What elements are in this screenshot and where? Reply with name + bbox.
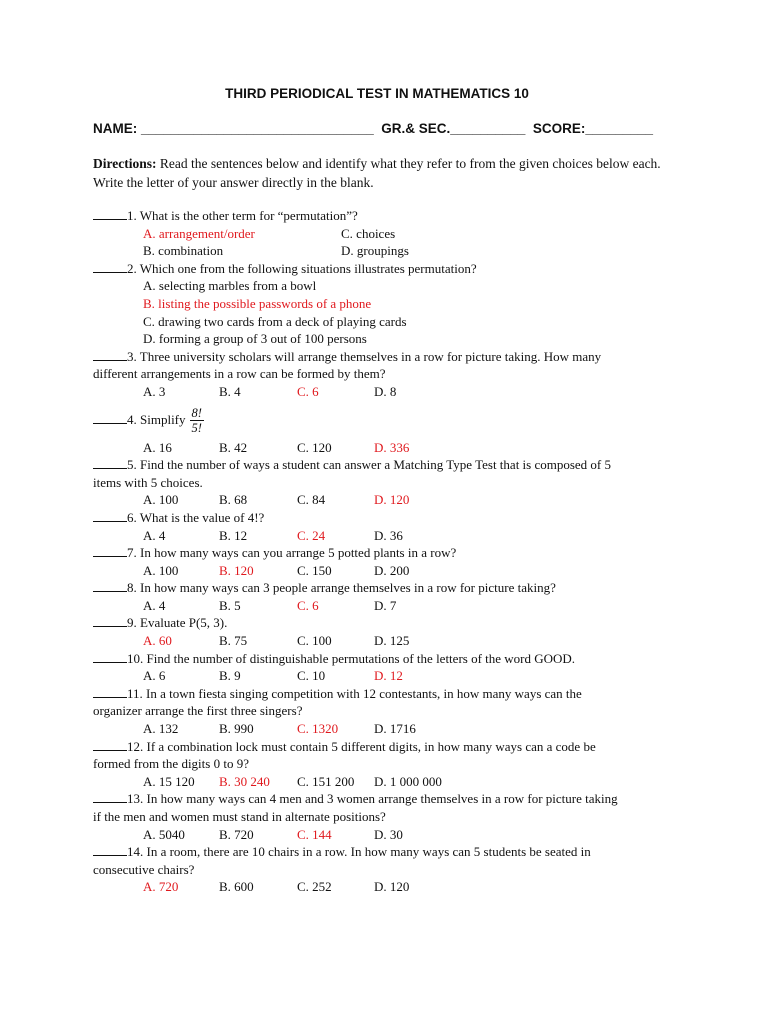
question-text: What is the value of 4!?: [139, 509, 265, 525]
question-item: [93, 509, 693, 544]
choice-row: [93, 295, 693, 313]
choice-row: [93, 720, 693, 738]
choice-row: [93, 330, 693, 348]
question-number: 14.: [127, 844, 144, 860]
choice-row: [93, 773, 693, 791]
choice-option: D. 125: [374, 633, 410, 649]
question-text: Three university scholars will arrange themselves in a row for picture taking. How many: [139, 348, 602, 364]
choice-row: [93, 313, 693, 331]
choice-correct: C. 1320: [297, 721, 339, 737]
question-line: [93, 348, 693, 366]
question-line: [93, 685, 693, 703]
choice-correct: C. 6: [297, 597, 319, 613]
question-item: [93, 348, 693, 401]
answer-blank[interactable]: [93, 843, 127, 856]
answer-blank[interactable]: [93, 411, 127, 424]
answer-blank[interactable]: [93, 509, 127, 522]
choice-option: C. drawing two cards from a deck of playing cards: [143, 313, 407, 329]
question-line: [93, 614, 693, 632]
fraction-denominator: 5!: [191, 421, 202, 436]
choice-option: A. 6: [143, 668, 166, 684]
question-line: [93, 207, 693, 225]
question-number: 4.: [127, 411, 137, 427]
answer-blank[interactable]: [93, 207, 127, 220]
question-text: In a room, there are 10 chairs in a row. In how many ways can 5 students be seated in: [146, 844, 591, 860]
choice-option: C. choices: [341, 225, 396, 241]
choice-option: B. 4: [219, 383, 241, 399]
question-text: Evaluate P(5, 3).: [140, 615, 228, 631]
question-text: In how many ways can 4 men and 3 women arrange themselves in a row for picture taking: [146, 791, 618, 807]
choice-option: A. 100: [143, 562, 179, 578]
choice-option: D. 7: [374, 597, 397, 613]
question-line: [93, 401, 693, 439]
fraction-numerator: 8!: [191, 406, 202, 421]
question-item: [93, 207, 693, 260]
choice-option: D. 1 000 000: [374, 773, 442, 789]
question-line: [93, 579, 693, 597]
question-item: [93, 738, 693, 791]
choice-correct: B. 120: [219, 562, 254, 578]
choice-row: [93, 491, 693, 509]
answer-blank[interactable]: [93, 579, 127, 592]
question-text: In how many ways can you arrange 5 potted plants in a row?: [140, 545, 457, 561]
question-line: [93, 544, 693, 562]
question-text: In how many ways can 3 people arrange themselves in a row for picture taking?: [140, 580, 556, 596]
question-line: [93, 843, 693, 861]
question-text: Find the number of ways a student can answer a Matching Type Test that is composed of 5: [140, 457, 612, 473]
question-item: [93, 843, 693, 896]
choice-option: D. 1716: [374, 721, 416, 737]
question-line: [93, 456, 693, 474]
question-text: In a town fiesta singing competition with 12 contestants, in how many ways can the: [146, 685, 582, 701]
grsec-label: GR.& SEC.: [381, 121, 451, 136]
choice-option: A. 15 120: [143, 773, 195, 789]
choice-option: D. 36: [374, 527, 403, 543]
page-title: THIRD PERIODICAL TEST IN MATHEMATICS 10: [225, 86, 529, 101]
directions-text: Read the sentences below and identify what they refer to from the given choices below each. Write the letter of your answer directly in the blank.: [93, 156, 661, 190]
choice-option: D. groupings: [341, 243, 409, 259]
choice-correct: A. 720: [143, 879, 179, 895]
choice-option: B. 9: [219, 668, 241, 684]
question-line: [93, 260, 693, 278]
choice-correct: D. 120: [374, 492, 410, 508]
choice-option: D. 120: [374, 879, 410, 895]
choice-option: C. 120: [297, 439, 332, 455]
name-label: NAME:: [93, 121, 138, 136]
choice-row: [93, 562, 693, 580]
question-number: 2.: [127, 260, 137, 276]
choice-row: [93, 632, 693, 650]
question-item: [93, 685, 693, 738]
choice-option: A. 5040: [143, 826, 185, 842]
choice-row: [93, 826, 693, 844]
choice-correct: D. 336: [374, 439, 410, 455]
choice-option: D. forming a group of 3 out of 100 persons: [143, 331, 367, 347]
choice-row: [93, 597, 693, 615]
answer-blank[interactable]: [93, 348, 127, 361]
answer-blank[interactable]: [93, 544, 127, 557]
score-blank[interactable]: _________: [585, 121, 653, 136]
name-blank[interactable]: _______________________________: [141, 121, 374, 136]
choice-option: B. 12: [219, 527, 248, 543]
choice-row: [93, 225, 693, 243]
fraction: [190, 406, 204, 435]
choice-option: C. 10: [297, 668, 326, 684]
question-number: 10.: [127, 650, 144, 666]
choice-option: C. 151 200: [297, 773, 355, 789]
choice-option: A. 4: [143, 527, 166, 543]
question-item: [93, 614, 693, 649]
question-number: 11.: [127, 685, 143, 701]
choice-row: [93, 439, 693, 457]
answer-blank[interactable]: [93, 790, 127, 803]
choice-option: B. 720: [219, 826, 254, 842]
question-text-continued: organizer arrange the first three singers?: [93, 703, 303, 719]
choice-option: A. 3: [143, 383, 166, 399]
answer-blank[interactable]: [93, 456, 127, 469]
question-number: 3.: [127, 348, 137, 364]
choice-row: [93, 242, 693, 260]
question-text: Simplify: [140, 411, 186, 427]
choice-row: [93, 667, 693, 685]
choice-row: [93, 527, 693, 545]
grsec-blank[interactable]: __________: [450, 121, 526, 136]
question-number: 6.: [127, 509, 137, 525]
choice-option: C. 100: [297, 633, 332, 649]
choice-option: B. 42: [219, 439, 248, 455]
question-text-continued: consecutive chairs?: [93, 861, 195, 877]
question-number: 13.: [127, 791, 144, 807]
question-number: 12.: [127, 738, 144, 754]
choice-option: A. 4: [143, 597, 166, 613]
choice-option: C. 150: [297, 562, 332, 578]
choice-option: B. 68: [219, 492, 248, 508]
question-number: 8.: [127, 580, 137, 596]
choice-correct: C. 144: [297, 826, 332, 842]
choice-correct: D. 12: [374, 668, 403, 684]
choice-option: D. 30: [374, 826, 403, 842]
choice-option: B. 75: [219, 633, 248, 649]
question-text-continued: different arrangements in a row can be formed by them?: [93, 366, 386, 382]
choice-correct: A. arrangement/order: [143, 225, 255, 241]
answer-blank[interactable]: [93, 738, 127, 751]
question-item: [93, 650, 693, 685]
choice-option: B. 5: [219, 597, 241, 613]
question-item: [93, 260, 693, 348]
answer-blank[interactable]: [93, 614, 127, 627]
answer-blank[interactable]: [93, 685, 127, 698]
question-text: Find the number of distinguishable permutations of the letters of the word GOOD.: [146, 650, 576, 666]
choice-option: B. combination: [143, 243, 224, 259]
question-item: [93, 790, 693, 843]
choice-correct: B. 30 240: [219, 773, 270, 789]
choice-option: B. 600: [219, 879, 254, 895]
choice-option: A. selecting marbles from a bowl: [143, 278, 317, 294]
choice-correct: C. 24: [297, 527, 326, 543]
choice-option: A. 132: [143, 721, 179, 737]
choice-row: [93, 277, 693, 295]
question-number: 9.: [127, 615, 137, 631]
directions-label: Directions:: [93, 156, 157, 171]
question-text: Which one from the following situations illustrates permutation?: [139, 260, 477, 276]
score-label: SCORE:: [532, 121, 586, 136]
question-line: [93, 509, 693, 527]
choice-option: C. 84: [297, 492, 326, 508]
question-text: If a combination lock must contain 5 different digits, in how many ways can a code be: [146, 738, 596, 754]
choice-correct: A. 60: [143, 633, 172, 649]
choice-option: A. 100: [143, 492, 179, 508]
question-text-continued: items with 5 choices.: [93, 474, 203, 490]
answer-blank[interactable]: [93, 650, 127, 663]
question-number: 5.: [127, 457, 137, 473]
choice-row: [93, 878, 693, 896]
question-line: [93, 738, 693, 756]
directions: [93, 154, 673, 192]
question-line: [93, 790, 693, 808]
choice-option: B. 990: [219, 721, 254, 737]
question-item: [93, 401, 693, 457]
choice-option: A. 16: [143, 439, 172, 455]
question-list: [93, 207, 693, 896]
question-text-continued: if the men and women must stand in alternate positions?: [93, 809, 386, 824]
choice-option: D. 200: [374, 562, 410, 578]
choice-row: [93, 383, 693, 401]
question-line: [93, 650, 693, 668]
choice-option: C. 252: [297, 879, 332, 895]
choice-correct: B. listing the possible passwords of a phone: [143, 295, 372, 311]
question-item: [93, 579, 693, 614]
question-number: 1.: [127, 208, 137, 223]
question-text-continued: formed from the digits 0 to 9?: [93, 756, 249, 772]
choice-option: D. 8: [374, 383, 397, 399]
question-item: [93, 544, 693, 579]
question-item: [93, 456, 693, 509]
question-number: 7.: [127, 545, 137, 561]
choice-correct: C. 6: [297, 383, 319, 399]
question-text: What is the other term for “permutation”?: [139, 208, 358, 223]
answer-blank[interactable]: [93, 260, 127, 273]
student-info-line: [93, 121, 693, 136]
